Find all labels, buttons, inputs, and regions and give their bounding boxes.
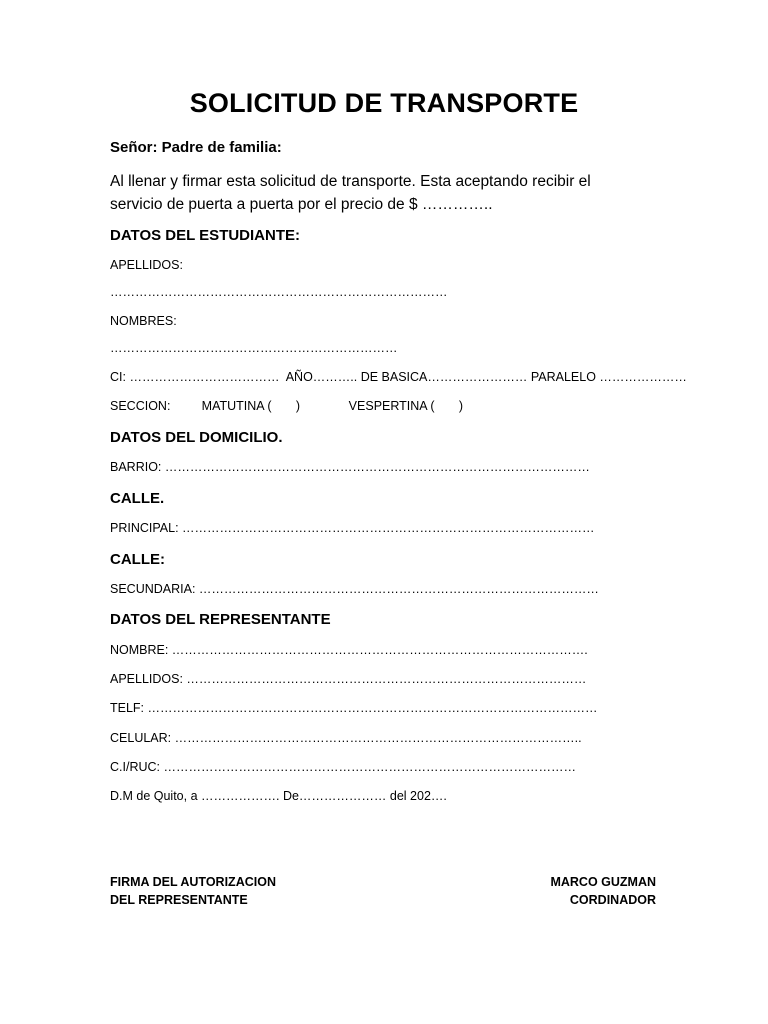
intro-line-2: servicio de puerta a puerta por el precio de $ ………….. (110, 196, 493, 213)
intro-paragraph (110, 170, 670, 216)
rep-celular: CELULAR: …………………………………………………………………………………….. (110, 731, 582, 745)
student-nombres-label: NOMBRES: (110, 314, 177, 328)
document-title: SOLICITUD DE TRANSPORTE (189, 88, 579, 118)
sig-right-line-1: MARCO GUZMAN (550, 875, 656, 889)
intro-line-1: Al llenar y firmar esta solicitud de transporte. Esta aceptando recibir el (110, 173, 591, 190)
signature-coordinator (550, 873, 656, 909)
student-apellidos-label: APELLIDOS: (110, 258, 183, 272)
rep-apellidos: APELLIDOS: …………………………………………………………………………………… (110, 672, 587, 686)
sig-left-line-1: FIRMA DEL AUTORIZACION (110, 875, 276, 889)
student-seccion-row: SECCION: MATUTINA ( ) VESPERTINA ( ) (110, 399, 464, 413)
greeting: Señor: Padre de familia: (110, 139, 282, 156)
rep-nombre: NOMBRE: ………………………………………………………………………………………. (110, 643, 588, 657)
student-heading: DATOS DEL ESTUDIANTE: (110, 227, 301, 244)
calle-heading-1: CALLE. (110, 490, 165, 507)
calle-heading-2: CALLE: (110, 551, 165, 568)
rep-telf: TELF: ……………………………………………………………………………………………… (110, 701, 598, 715)
student-apellidos-line: ……………………………………………………………………… (110, 285, 448, 299)
sig-left-line-2: DEL REPRESENTANTE (110, 893, 248, 907)
address-principal: PRINCIPAL: ……………………………………………………………………………………… (110, 521, 595, 535)
address-barrio: BARRIO: ………………………………………………………………………………………… (110, 460, 590, 474)
student-ci-row: CI: ……………………………… AÑO……….. DE BASICA…………………… PARALELO ………………… (110, 370, 687, 384)
address-secundaria: SECUNDARIA: …………………………………………………………………………………… (110, 582, 599, 596)
rep-date-line: D.M de Quito, a ………………. De………………… del 202…. (110, 789, 447, 803)
representative-heading: DATOS DEL REPRESENTANTE (110, 611, 331, 628)
signature-representative (110, 873, 276, 909)
sig-right-line-2: CORDINADOR (569, 893, 656, 907)
rep-ci-ruc: C.I/RUC: ……………………………………………………………………………………… (110, 760, 576, 774)
student-nombres-line: …………………………………………………………… (110, 341, 398, 355)
address-heading: DATOS DEL DOMICILIO. (110, 429, 283, 446)
